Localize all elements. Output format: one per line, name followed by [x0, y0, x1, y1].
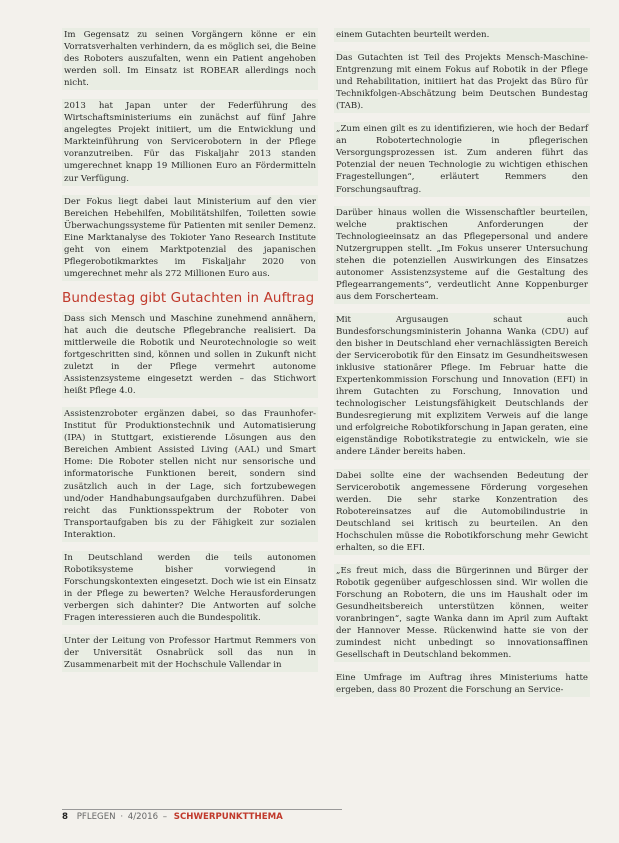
body-paragraph: Unter der Leitung von Professor Hartmut Remmers von der Universität Osnabrück soll das nun in Zusammenarbeit mit der Hochschule Vallendar in — [62, 634, 318, 672]
body-paragraph: Dabei sollte eine der wachsenden Bedeutung der Servicerobotik angemessene Förderung vorgesehen werden. Die sehr starke Konzentration des Robotereinsatzes auf die Automobilindustrie in Deutschland sei kritisch zu beurteilen. An den Hochschulen müsse die Robotikforschung mehr Gewicht erhalten, so die EFI. — [334, 469, 590, 555]
footer-dash: – — [162, 812, 168, 822]
body-paragraph: einem Gutachten beurteilt werden. — [334, 28, 590, 42]
body-paragraph: Assistenzroboter ergänzen dabei, so das Fraunhofer-Institut für Produktionstechnik und Automatisierung (IPA) in Stuttgart, existierende Lösungen aus den Bereichen Ambient Assisted Living (AAL) und Smart Home: Die Roboter stellen nicht nur sensorische und informatorische Funktionen bereit, sondern sind zusätzlich auch in der Lage, sich fortzubewegen und/oder Handhabungsaufgaben durchzuführen. Dabei reicht das Funktionsspektrum der Roboter von Transportaufgaben bis zu der Fähigkeit zur sozialen Interaktion. — [62, 407, 318, 542]
issue-number: 4/2016 — [127, 812, 159, 822]
magazine-name: PFLEGEN — [76, 812, 116, 822]
body-paragraph: „Zum einen gilt es zu identifizieren, wie hoch der Bedarf an Robotertechnologie in pflegerischen Versorgungsprozessen ist. Zum anderen führt das Potenzial der neuen Technologie zu wichtigen ethischen Fragestellungen“, erläutert Remmers den Forschungsauftrag. — [334, 122, 590, 196]
body-paragraph: Darüber hinaus wollen die Wissenschaftler beurteilen, welche praktischen Anforderungen der Technologieeinsatz an das Pflegepersonal und andere Nutzergruppen stellt. „Im Fokus unserer Untersuchung stehen die potenziellen Auswirkungen des Einsatzes autonomer Assistenzsysteme auf die Gestaltung des Pflegearrangements“, verdeutlicht Anne Koppenburger aus dem Forscherteam. — [334, 206, 590, 304]
right-column — [334, 28, 590, 706]
left-column — [62, 28, 318, 681]
page-number: 8 — [62, 812, 68, 822]
section-theme: SCHWERPUNKTTHEMA — [173, 812, 283, 822]
section-heading: Bundestag gibt Gutachten in Auftrag — [62, 289, 315, 306]
body-paragraph: Das Gutachten ist Teil des Projekts Mensch-Maschine-Entgrenzung mit einem Fokus auf Robotik in der Pflege und Rehabilitation, initiiert hat das Projekt das Büro für Technikfolgen-Abschätzung beim Deutschen Bundestag (TAB). — [334, 51, 590, 113]
body-paragraph: Im Gegensatz zu seinen Vorgängern könne er ein Vorratsverhalten verhindern, da es möglich sei, die Beine des Roboters auszufalten, wenn ein Patient angehoben werden soll. Im Einsatz ist ROBEAR allerdings noch nicht. — [62, 28, 318, 90]
page-footer — [62, 809, 342, 822]
body-paragraph: Dass sich Mensch und Maschine zunehmend annähern, hat auch die deutsche Pflegebranche realisiert. Da mittlerweile die Robotik und Neurotechnologie so weit fortgeschritten sind, können und sollen in Zukunft nicht zuletzt in der Pflege vermehrt autonome Assistenzsysteme eingesetzt werden – das Stichwort heißt Pflege 4.0. — [62, 312, 318, 398]
body-paragraph: Der Fokus liegt dabei laut Ministerium auf den vier Bereichen Hebehilfen, Mobilitätshilfen, Toiletten sowie Überwachungssysteme für Patienten mit seniler Demenz. Eine Marktanalyse des Tokioter Yano Research Institute geht von einem Marktpotenzial des japanischen Pflegerobotikmarktes im Fiskaljahr 2020 von umgerechnet mehr als 272 Millionen Euro aus. — [62, 195, 318, 281]
body-paragraph: 2013 hat Japan unter der Federführung des Wirtschaftsministeriums ein zunächst auf fünf Jahre angelegtes Projekt initiiert, um die Entwicklung und Markteinführung von Servicerobotern in der Pflege voranzutreiben. Für das Fiskaljahr 2013 standen umgerechnet knapp 19 Millionen Euro an Fördermitteln zur Verfügung. — [62, 99, 318, 185]
body-paragraph: In Deutschland werden die teils autonomen Robotiksysteme bisher vorwiegend in Forschungskontexten eingesetzt. Doch wie ist ein Einsatz in der Pflege zu bewerten? Welche Herausforderungen verbergen sich dahinter? Die Antworten auf solche Fragen interessieren auch die Bundespolitik. — [62, 551, 318, 625]
footer-separator: · — [120, 812, 124, 822]
body-paragraph: „Es freut mich, dass die Bürgerinnen und Bürger der Robotik gegenüber aufgeschlossen sind. Wir wollen die Forschung an Robotern, die uns im Haushalt oder im Gesundheitsbereich unterstützen können, weiter voranbringen“, sagte Wanka dann im April zum Auftakt der Hannover Messe. Rückenwind hatte sie von der zumindest nicht unbedingt so innovationsaffinen Gesellschaft in Deutschland bekommen. — [334, 564, 590, 662]
body-paragraph: Mit Argusaugen schaut auch Bundesforschungsministerin Johanna Wanka (CDU) auf den bisher in Deutschland eher vernachlässigten Bereich der Servicerobotik für den Einsatz im Gesundheitswesen inklusive stationärer Pflege. Im Februar hatte die Expertenkommission Forschung und Innovation (EFI) in ihrem Gutachten zu Forschung, Innovation und technologischer Leistungsfähigkeit Deutschlands der Bundesregierung mit explizitem Verweis auf die lange und erfolgreiche Robotikforschung in Japan geraten, eine eigenständige Robotikstrategie zu entwickeln, wie sie andere Länder bereits haben. — [334, 313, 590, 460]
body-paragraph: Eine Umfrage im Auftrag ihres Ministeriums hatte ergeben, dass 80 Prozent die Forschung an Service- — [334, 671, 590, 697]
